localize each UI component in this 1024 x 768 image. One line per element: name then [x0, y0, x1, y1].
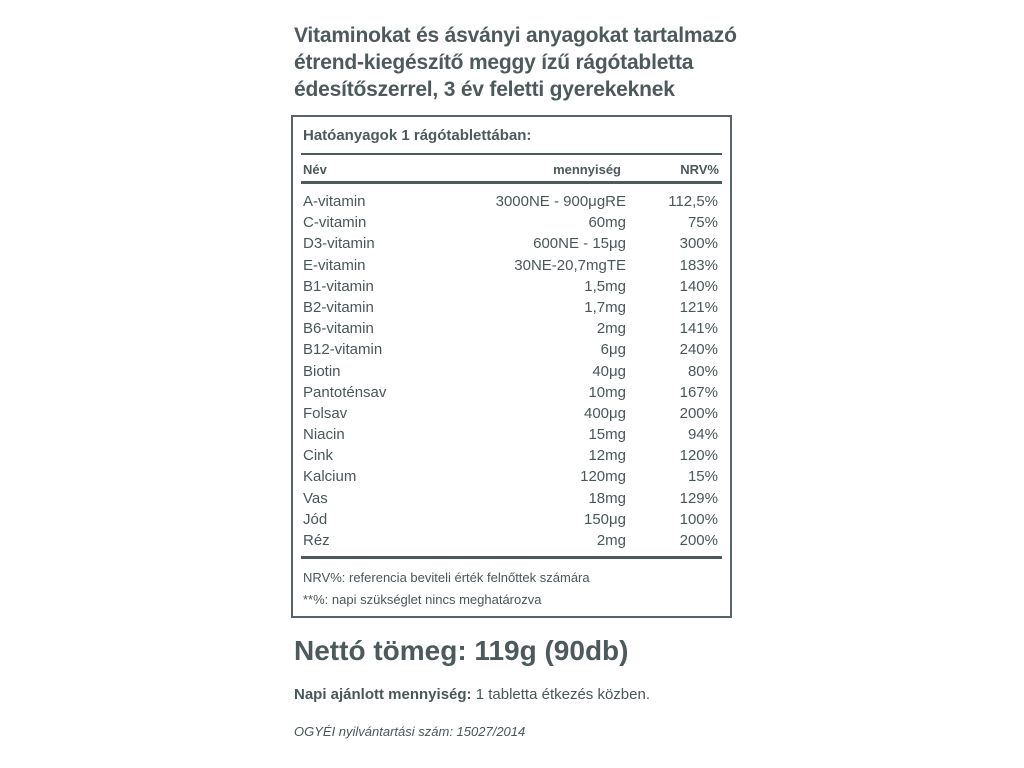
table-row [293, 212, 730, 233]
table-row [293, 509, 730, 530]
ingredient-name: B6-vitamin [303, 320, 374, 338]
footnote-nrv: NRV%: referencia beviteli érték felnőttek számára [303, 570, 590, 585]
table-row [293, 530, 730, 551]
ingredient-quantity: 18mg [588, 489, 626, 507]
product-title [294, 22, 764, 103]
ingredient-name: E-vitamin [303, 256, 366, 274]
ingredient-nrv: 112,5% [668, 193, 718, 210]
column-header-name: Név [303, 162, 327, 177]
table-row [293, 382, 730, 403]
table-row [293, 297, 730, 318]
ingredient-name: Folsav [303, 404, 348, 422]
ingredient-nrv: 200% [679, 404, 718, 422]
table-row [293, 403, 730, 424]
table-row [293, 233, 730, 254]
table-row [293, 255, 730, 276]
table-row [293, 339, 730, 360]
ingredient-name: Pantoténsav [303, 383, 387, 401]
ingredient-nrv: 167% [679, 383, 718, 401]
ingredient-nrv: 183% [679, 256, 718, 274]
title-line-1: Vitaminokat és ásványi anyagokat tartalmazó [294, 24, 737, 47]
ingredient-nrv: 100% [679, 510, 718, 528]
ingredient-name: Niacin [303, 426, 345, 444]
ingredient-name: A-vitamin [303, 193, 366, 210]
footer-divider [301, 556, 722, 559]
ingredient-nrv: 75% [687, 214, 718, 232]
column-header-quantity: mennyiség [553, 162, 621, 177]
ingredient-name: Kalcium [303, 468, 357, 486]
table-row [293, 318, 730, 339]
ingredient-name: Jód [303, 510, 328, 528]
ingredient-quantity: 2mg [596, 532, 626, 549]
table-row [293, 424, 730, 445]
ingredient-nrv: 129% [679, 489, 718, 507]
ingredient-quantity: 150μg [583, 510, 626, 528]
ingredient-nrv: 140% [679, 277, 718, 295]
ingredient-name: B2-vitamin [303, 298, 374, 316]
ingredient-quantity: 1,7mg [584, 298, 626, 316]
net-weight: Nettó tömeg: 119g (90db) [294, 635, 629, 666]
heading-divider [301, 153, 722, 155]
ingredient-quantity: 600NE - 15μg [533, 235, 626, 253]
ingredient-name: Biotin [303, 362, 341, 380]
ingredient-quantity: 10mg [588, 383, 626, 401]
daily-dose [294, 686, 650, 703]
ingredient-nrv: 300% [679, 235, 718, 253]
ingredient-name: D3-vitamin [303, 235, 375, 253]
ingredient-name: Réz [303, 532, 330, 549]
table-row [293, 445, 730, 466]
ingredient-name: B12-vitamin [303, 341, 383, 359]
ingredient-name: C-vitamin [303, 214, 367, 232]
ingredient-name: Vas [303, 489, 328, 507]
ingredient-nrv: 80% [687, 362, 718, 380]
column-header-nrv: NRV% [680, 162, 719, 177]
table-row [293, 191, 730, 212]
ingredient-name: B1-vitamin [303, 277, 374, 295]
ingredients-table [293, 191, 730, 551]
ingredient-quantity: 30NE-20,7mgTE [514, 256, 626, 274]
ingredient-nrv: 240% [679, 341, 718, 359]
ingredient-quantity: 3000NE - 900μgRE [495, 193, 626, 210]
ingredient-quantity: 12mg [588, 447, 626, 465]
table-row [293, 361, 730, 382]
ingredient-nrv: 94% [687, 426, 718, 444]
ingredient-quantity: 40μg [592, 362, 626, 380]
title-line-3: édesítőszerrel, 3 év feletti gyerekeknek [294, 78, 675, 101]
panel-heading: Hatóanyagok 1 rágótablettában: [303, 127, 532, 144]
header-divider [301, 181, 722, 184]
ingredient-nrv: 200% [679, 532, 718, 549]
ingredient-nrv: 120% [679, 447, 718, 465]
daily-dose-label: Napi ajánlott mennyiség: [294, 686, 472, 703]
ingredient-quantity: 1,5mg [584, 277, 626, 295]
daily-dose-value: 1 tabletta étkezés közben. [471, 686, 650, 703]
ingredient-nrv: 141% [679, 320, 718, 338]
ingredient-quantity: 6μg [600, 341, 626, 359]
ingredients-panel [291, 115, 732, 618]
ingredient-name: Cink [303, 447, 334, 465]
table-row [293, 466, 730, 487]
ingredient-quantity: 2mg [596, 320, 626, 338]
ingredient-quantity: 400μg [583, 404, 626, 422]
registration-number: OGYÉI nyilvántartási szám: 15027/2014 [294, 724, 526, 739]
ingredient-quantity: 120mg [580, 468, 626, 486]
title-line-2: étrend-kiegészítő meggy ízű rágótabletta [294, 51, 694, 74]
table-row [293, 488, 730, 509]
ingredient-nrv: 121% [679, 298, 718, 316]
ingredient-quantity: 60mg [588, 214, 626, 232]
ingredient-nrv: 15% [687, 468, 718, 486]
table-row [293, 276, 730, 297]
footnote-undefined: **%: napi szükséglet nincs meghatározva [303, 592, 542, 607]
ingredient-quantity: 15mg [588, 426, 626, 444]
